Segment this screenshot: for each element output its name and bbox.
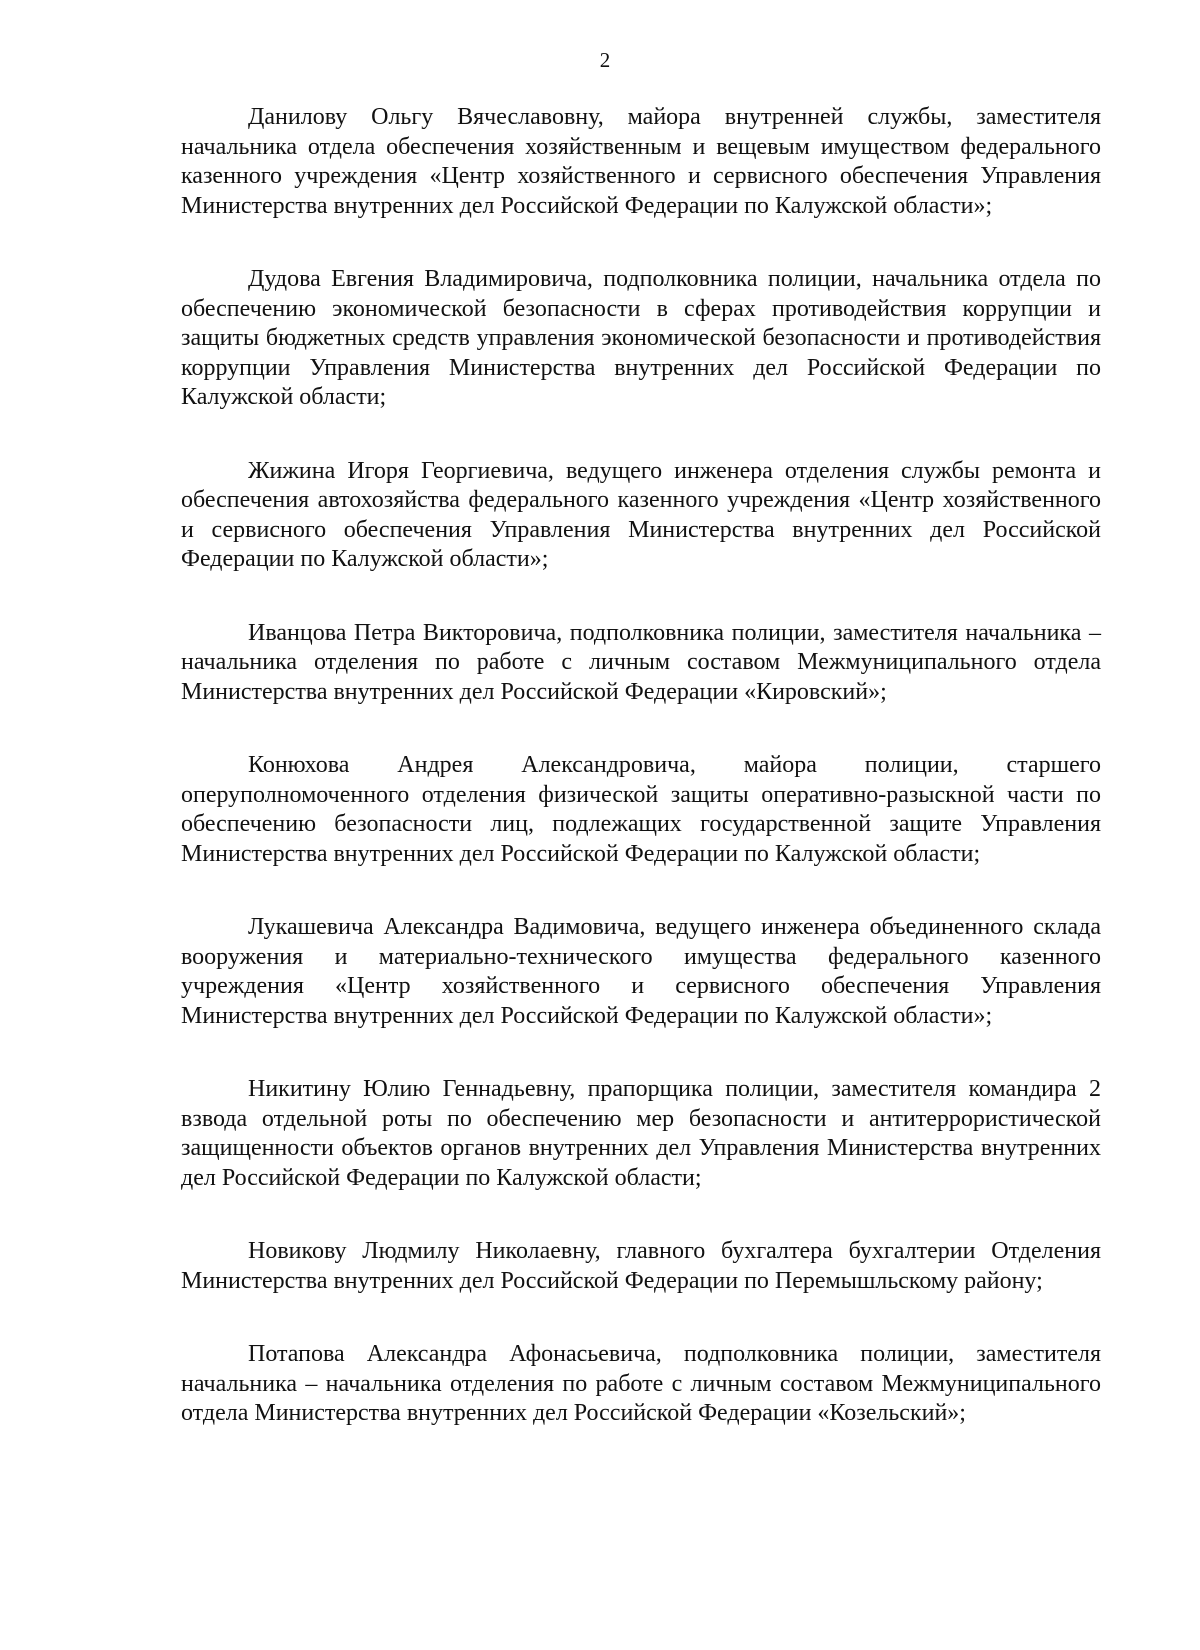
paragraph-danilova: Данилову Ольгу Вячеславовну, майора внутренней службы, заместителя начальника отдела обеспечения хозяйственным и вещевым имуществом федерального казенного учреждения «Центр хозяйственного и сервисного обеспечения Управления Министерства внутренних дел Российской Федерации по Калужской области»; <box>181 104 1101 219</box>
paragraph-konyukhov: Конюхова Андрея Александровича, майора полиции, старшего оперуполномоченного отделения физической защиты оперативно-разыскной части по обеспечению безопасности лиц, подлежащих государственной защите Управления Министерства внутренних дел Российской Федерации по Калужской области; <box>181 752 1101 867</box>
paragraph-dudov: Дудова Евгения Владимировича, подполковника полиции, начальника отдела по обеспечению экономической безопасности в сферах противодействия коррупции и защиты бюджетных средств управления экономической безопасности и противодействия коррупции Управления Министерства внутренних дел Российской Федерации по Калужской области; <box>181 266 1101 410</box>
page-number: 2 <box>599 48 611 72</box>
paragraph-zhizhin: Жижина Игоря Георгиевича, ведущего инженера отделения службы ремонта и обеспечения автохозяйства федерального казенного учреждения «Центр хозяйственного и сервисного обеспечения Управления Министерства внутренних дел Российской Федерации по Калужской области»; <box>181 457 1101 572</box>
paragraph-potapov: Потапова Александра Афонасьевича, подполковника полиции, заместителя начальника – начальника отделения по работе с личным составом Межмуниципального отдела Министерства внутренних дел Российской Федерации «Козельский»; <box>181 1341 1101 1426</box>
paragraph-lukashevich: Лукашевича Александра Вадимовича, ведущего инженера объединенного склада вооружения и материально-технического имущества федерального казенного учреждения «Центр хозяйственного и сервисного обеспечения Управления Министерства внутренних дел Российской Федерации по Калужской области»; <box>181 914 1101 1029</box>
document-body <box>181 103 1101 1473</box>
paragraph-nikitina: Никитину Юлию Геннадьевну, прапорщика полиции, заместителя командира 2 взвода отдельной роты по обеспечению мер безопасности и антитеррористической защищенности объектов органов внутренних дел Управления Министерства внутренних дел Российской Федерации по Калужской области; <box>181 1076 1101 1191</box>
paragraph-ivantsov: Иванцова Петра Викторовича, подполковника полиции, заместителя начальника – начальника отделения по работе с личным составом Межмуниципального отдела Министерства внутренних дел Российской Федерации «Кировский»; <box>181 619 1101 705</box>
paragraph-novikova: Новикову Людмилу Николаевну, главного бухгалтера бухгалтерии Отделения Министерства внутренних дел Российской Федерации по Перемышльскому району; <box>181 1238 1101 1294</box>
